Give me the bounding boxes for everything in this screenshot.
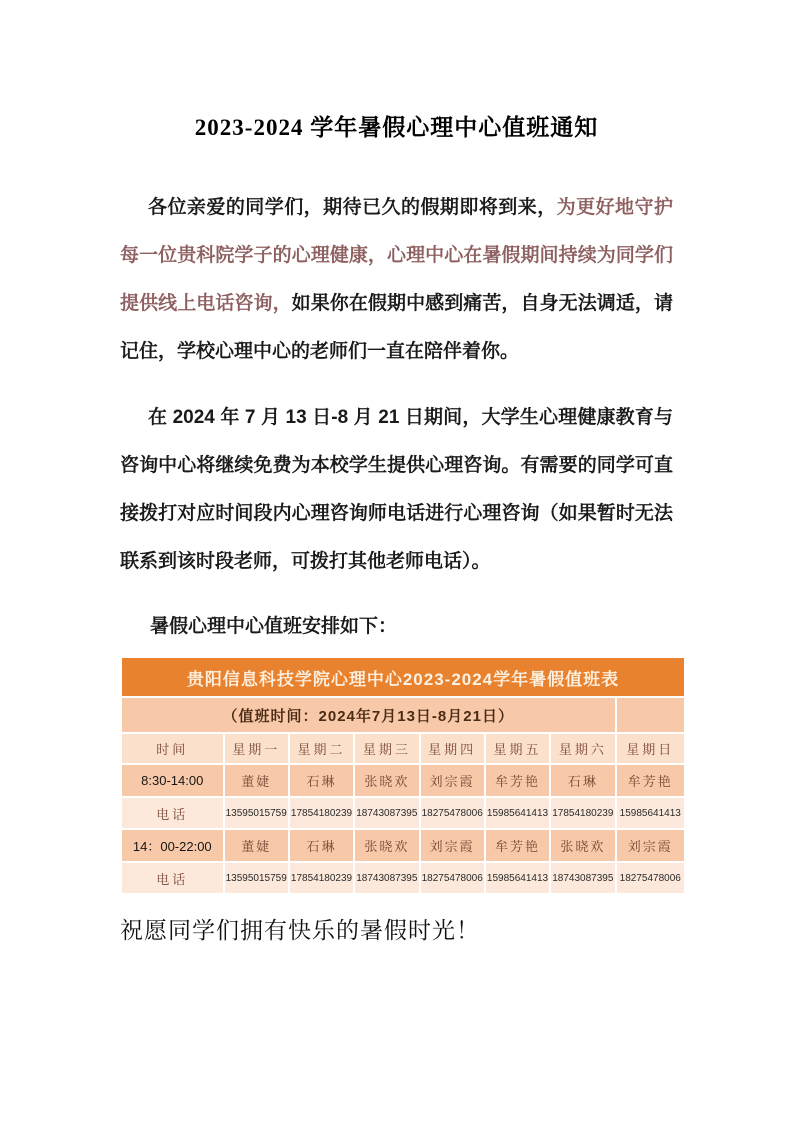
table-row-morning-shift <box>122 765 684 796</box>
duty-name-cell: 刘宗霞 <box>421 830 484 861</box>
header-saturday: 星期六 <box>551 734 614 763</box>
phone-number-cell: 13595015759 <box>225 798 288 828</box>
duty-schedule-table <box>120 656 686 895</box>
header-thursday: 星期四 <box>421 734 484 763</box>
para1-emphasis-text: 为更好地守护每一位贵科院学子的心理健康，心理中心在暑假期间持续为同学们提供线上电话咨询， <box>120 197 673 314</box>
phone-number-cell: 18743087395 <box>355 863 418 893</box>
phone-number-cell: 18275478006 <box>617 863 685 893</box>
duty-name-cell: 张晓欢 <box>551 830 614 861</box>
phone-row-label: 电话 <box>122 863 223 893</box>
phone-number-cell: 18743087395 <box>355 798 418 828</box>
paragraph-intro <box>120 184 673 376</box>
duty-name-cell: 牟芳艳 <box>486 830 549 861</box>
para1-lead-text: 各位亲爱的同学们，期待已久的假期即将到来， <box>148 197 557 218</box>
para1-tail-text: 如果你在假期中感到痛苦，自身无法调适，请记住，学校心理中心的老师们一直在陪伴着你。 <box>120 293 673 362</box>
table-title: 贵阳信息科技学院心理中心2023-2024学年暑假值班表 <box>122 658 684 696</box>
table-subtitle-row <box>122 698 684 732</box>
table-title-row <box>122 658 684 696</box>
phone-number-cell: 17854180239 <box>290 863 353 893</box>
shift-time-label: 14：00-22:00 <box>122 830 223 861</box>
shift-time-label: 8:30-14:00 <box>122 765 223 796</box>
duty-name-cell: 张晓欢 <box>355 830 418 861</box>
phone-number-cell: 15985641413 <box>486 798 549 828</box>
phone-number-cell: 18275478006 <box>421 798 484 828</box>
table-row-evening-shift <box>122 830 684 861</box>
table-row-evening-phones <box>122 863 684 893</box>
header-monday: 星期一 <box>225 734 288 763</box>
document-title: 2023-2024 学年暑假心理中心值班通知 <box>194 115 599 140</box>
paragraph-consultation-info: 在 2024 年 7 月 13 日-8 月 21 日期间，大学生心理健康教育与咨询中心将继续免费为本校学生提供心理咨询。有需要的同学可直接拨打对应时间段内心理咨询师电话进行心理咨询（如果暂时无法联系到该时段老师，可拨打其他老师电话）。 <box>120 407 673 572</box>
phone-number-cell: 15985641413 <box>486 863 549 893</box>
duty-name-cell: 董婕 <box>225 830 288 861</box>
table-subtitle: （值班时间：2024年7月13日-8月21日） <box>122 698 615 732</box>
phone-row-label: 电话 <box>122 798 223 828</box>
duty-name-cell: 石琳 <box>290 830 353 861</box>
duty-name-cell: 石琳 <box>551 765 614 796</box>
header-wednesday: 星期三 <box>355 734 418 763</box>
header-time: 时间 <box>122 734 223 763</box>
table-row-morning-phones <box>122 798 684 828</box>
header-tuesday: 星期二 <box>290 734 353 763</box>
schedule-intro-line: 暑假心理中心值班安排如下： <box>150 616 398 637</box>
duty-name-cell: 刘宗霞 <box>617 830 685 861</box>
duty-name-cell: 牟芳艳 <box>486 765 549 796</box>
phone-number-cell: 18743087395 <box>551 863 614 893</box>
phone-number-cell: 17854180239 <box>551 798 614 828</box>
duty-name-cell: 董婕 <box>225 765 288 796</box>
table-header-row <box>122 734 684 763</box>
closing-wish-line: 祝愿同学们拥有快乐的暑假时光！ <box>120 918 480 943</box>
phone-number-cell: 13595015759 <box>225 863 288 893</box>
phone-number-cell: 17854180239 <box>290 798 353 828</box>
header-sunday: 星期日 <box>617 734 685 763</box>
phone-number-cell: 15985641413 <box>617 798 685 828</box>
duty-name-cell: 刘宗霞 <box>421 765 484 796</box>
header-friday: 星期五 <box>486 734 549 763</box>
duty-name-cell: 张晓欢 <box>355 765 418 796</box>
duty-name-cell: 石琳 <box>290 765 353 796</box>
duty-name-cell: 牟芳艳 <box>617 765 685 796</box>
table-subtitle-spacer-cell <box>617 698 685 732</box>
phone-number-cell: 18275478006 <box>421 863 484 893</box>
